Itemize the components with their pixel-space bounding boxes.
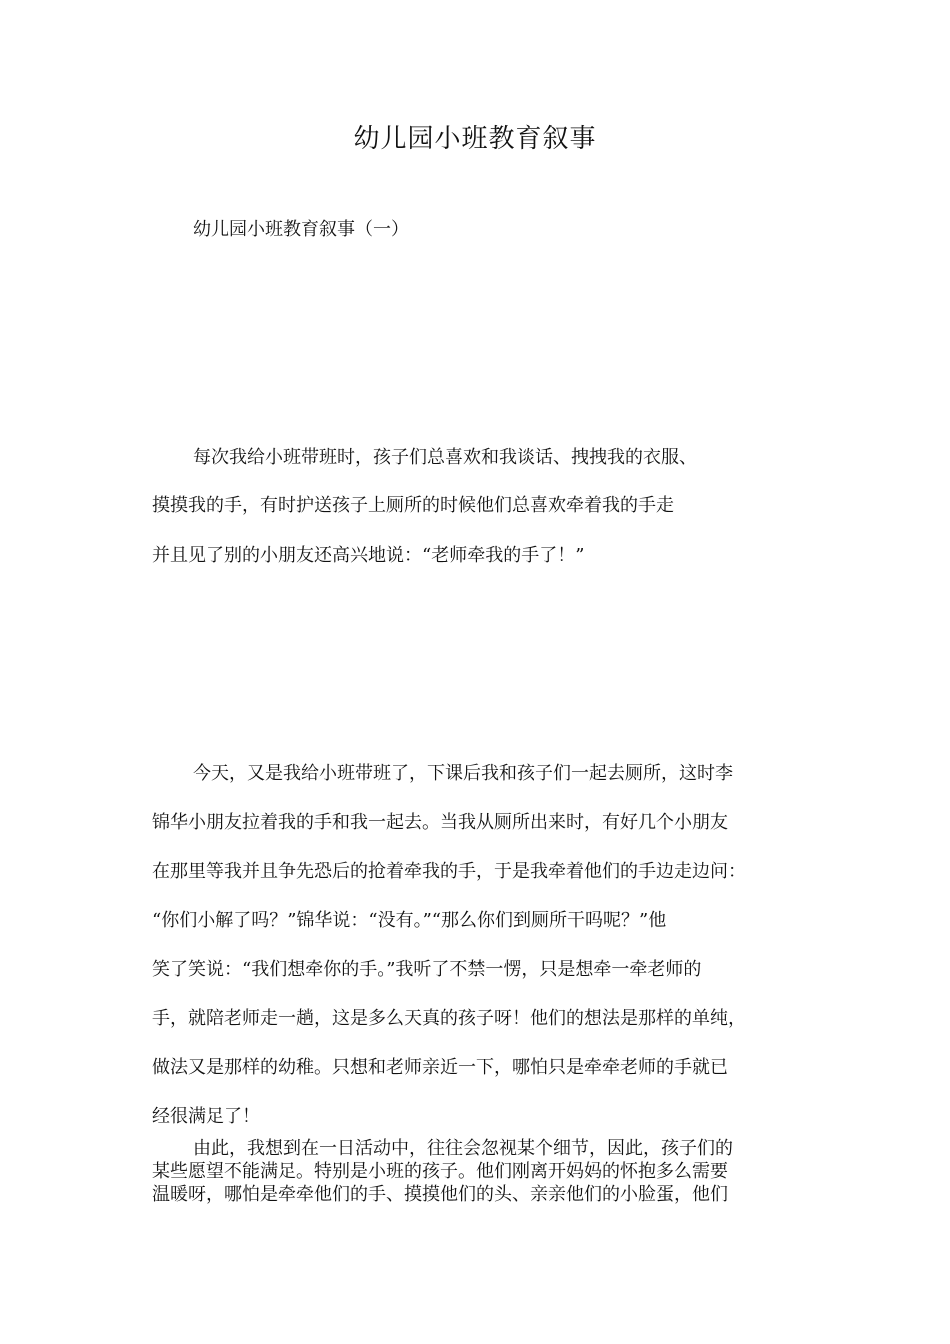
paragraph-2-line-6: 手，就陪老师走一趟，这是多么天真的孩子呀！他们的想法是那样的单纯，	[152, 1008, 746, 1029]
paragraph-3-line-2: 某些愿望不能满足。特别是小班的孩子。他们刚离开妈妈的怀抱多么需要	[152, 1161, 728, 1182]
paragraph-3-line-1: 由此，我想到在一日活动中，往往会忽视某个细节，因此，孩子们的	[193, 1138, 733, 1159]
paragraph-3-line-3: 温暖呀，哪怕是牵牵他们的手、摸摸他们的头、亲亲他们的小脸蛋，他们	[152, 1184, 728, 1205]
paragraph-2-line-5: 笑了笑说：“我们想牵你的手。”我听了不禁一愣，只是想牵一牵老师的	[152, 959, 702, 980]
paragraph-2-line-4: “你们小解了吗？”锦华说：“没有。”“那么你们到厕所干吗呢？”他	[152, 910, 667, 931]
paragraph-2-line-3: 在那里等我并且争先恐后的抢着牵我的手，于是我牵着他们的手边走边问：	[152, 861, 746, 882]
document-title: 幼儿园小班教育叙事	[353, 124, 597, 154]
paragraph-1-line-1: 每次我给小班带班时，孩子们总喜欢和我谈话、拽拽我的衣服、	[193, 447, 697, 468]
paragraph-2-line-1: 今天，又是我给小班带班了，下课后我和孩子们一起去厕所，这时李	[193, 763, 733, 784]
section-heading: 幼儿园小班教育叙事（一）	[193, 219, 409, 240]
paragraph-1-line-3: 并且见了别的小朋友还高兴地说：“老师牵我的手了！”	[152, 545, 585, 566]
paragraph-2-line-2: 锦华小朋友拉着我的手和我一起去。当我从厕所出来时，有好几个小朋友	[152, 812, 728, 833]
paragraph-2-line-8: 经很满足了！	[152, 1106, 260, 1127]
paragraph-1-line-2: 摸摸我的手，有时护送孩子上厕所的时候他们总喜欢牵着我的手走	[152, 495, 674, 516]
paragraph-2-line-7: 做法又是那样的幼稚。只想和老师亲近一下，哪怕只是牵牵老师的手就已	[152, 1057, 728, 1078]
